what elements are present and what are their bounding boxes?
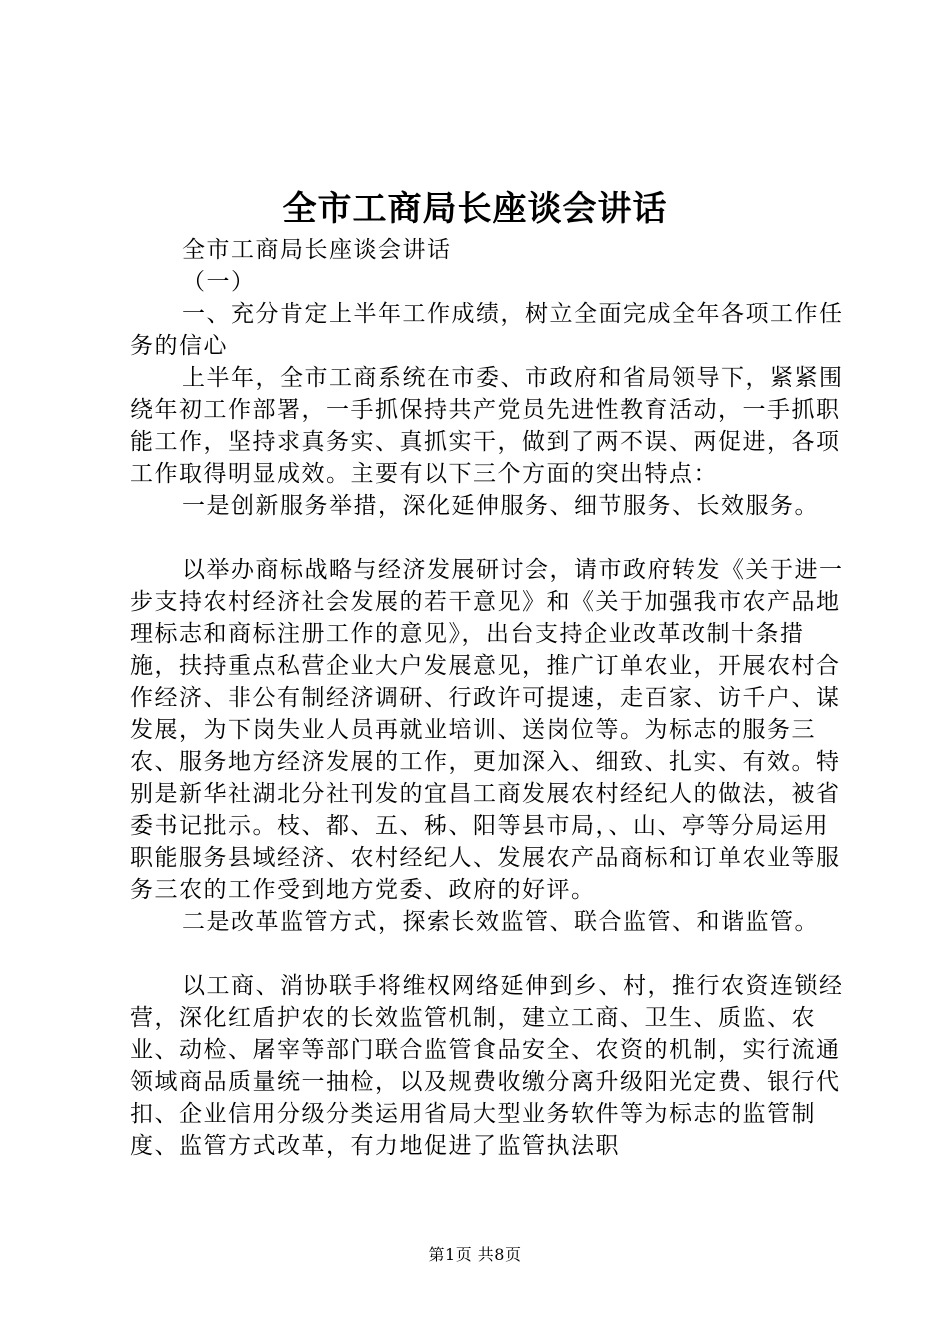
- document-title: 全市工商局长座谈会讲话: [282, 189, 668, 229]
- paragraph-point-two: 二是改革监管方式，探索长效监管、联合监管、和谐监管。: [182, 909, 819, 935]
- paragraph-point-one: 一是创新服务举措，深化延伸服务、细节服务、长效服务。: [182, 493, 819, 519]
- document-body: [130, 234, 850, 1162]
- paragraph-first-half-summary: 上半年，全市工商系统在市委、市政府和省局领导下，紧紧围绕年初工作部署，一手抓保持共产党员先进性教育活动，一手抓职能工作，坚持求真务实、真抓实干，做到了两不误、两促进，各项工作取得明显成效。主要有以下三个方面的突出特点：: [130, 365, 844, 487]
- paragraph-section-number: （一）: [182, 269, 256, 295]
- paragraph-heading-one: 一、充分肯定上半年工作成绩，树立全面完成全年各项工作任务的信心: [130, 301, 844, 359]
- page-footer: 第1页 共8页: [428, 1245, 522, 1264]
- paragraph-supervision-details: 以工商、消协联手将维权网络延伸到乡、村，推行农资连锁经营，深化红盾护农的长效监管机制，建立工商、卫生、质监、农业、动检、屠宰等部门联合监管食品安全、农资的机制，实行流通领域商品质量统一抽检，以及规费收缴分离升级阳光定费、银行代扣、企业信用分级分类运用省局大型业务软件等为标志的监管制度、监管方式改革，有力地促进了监管执法职: [130, 973, 844, 1159]
- paragraph-subtitle: 全市工商局长座谈会讲话: [182, 237, 452, 263]
- paragraph-service-details: 以举办商标战略与经济发展研讨会，请市政府转发《关于进一步支持农村经济社会发展的若干意见》和《关于加强我市农产品地理标志和商标注册工作的意见》，出台支持企业改革改制十条措施，扶持重点私营企业大户发展意见，推广订单农业，开展农村合作经济、非公有制经济调研、行政许可提速，走百家、访千户、谋发展，为下岗失业人员再就业培训、送岗位等。为标志的服务三农、服务地方经济发展的工作，更加深入、细致、扎实、有效。特别是新华社湖北分社刊发的宜昌工商发展农村经纪人的做法，被省委书记批示。枝、都、五、秭、阳等县市局，、山、亭等分局运用职能服务县域经济、农村经纪人、发展农产品商标和订单农业等服务三农的工作受到地方党委、政府的好评。: [130, 557, 844, 903]
